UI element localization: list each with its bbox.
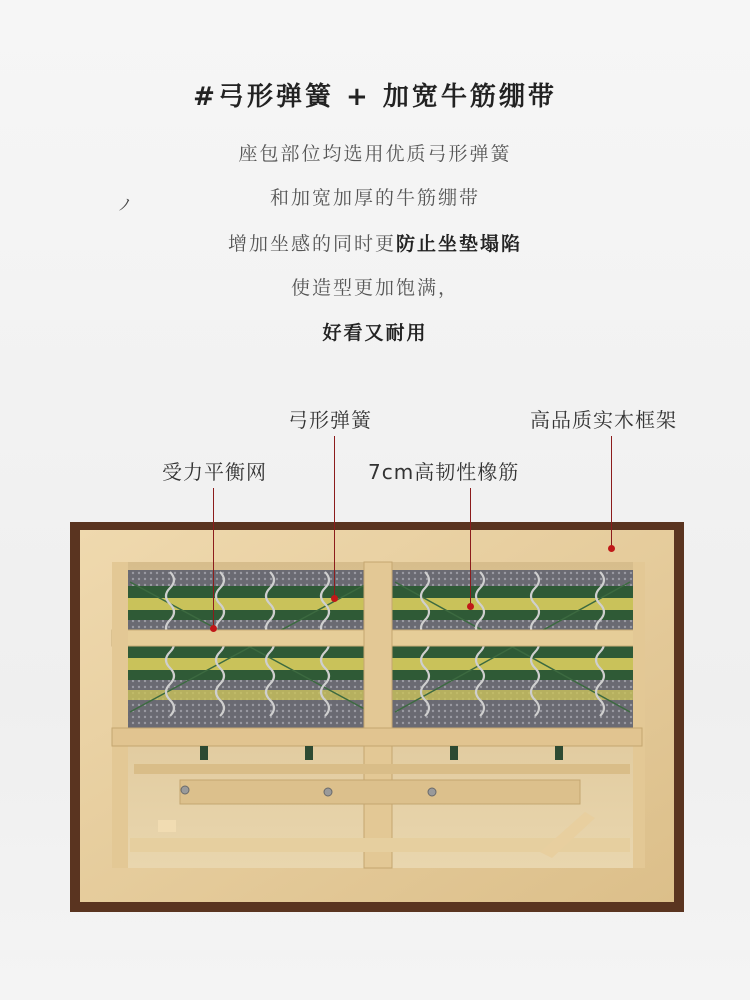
stray-mark: ノ xyxy=(117,195,134,214)
description-line-2: 和加宽加厚的牛筋绷带 xyxy=(269,187,480,209)
right-post xyxy=(633,562,645,868)
callout-rubber-band: 7cm高韧性橡筋 xyxy=(368,460,520,484)
leader-dot-spring xyxy=(331,595,338,602)
leader-frame xyxy=(611,436,612,548)
description-line-3-prefix: 增加坐感的同时更 xyxy=(227,233,396,255)
sofa-frame-illustration xyxy=(70,522,684,912)
lower-rail-2 xyxy=(134,764,630,774)
callout-spring: 弓形弹簧 xyxy=(288,408,372,432)
sofa-frame-svg xyxy=(70,522,684,912)
leader-balance-net xyxy=(213,488,214,628)
description-line-3-emphasis: 防止坐垫塌陷 xyxy=(396,233,523,255)
center-post xyxy=(364,562,392,868)
leader-spring xyxy=(334,436,335,598)
wood-block xyxy=(158,820,176,832)
callout-frame: 高品质实木框架 xyxy=(530,408,677,432)
lower-rail-1 xyxy=(112,728,642,746)
leader-rubber-band xyxy=(470,488,471,606)
leader-dot-rubber-band xyxy=(467,603,474,610)
leader-dot-frame xyxy=(608,545,615,552)
description-line-5: 好看又耐用 xyxy=(322,322,428,344)
left-post xyxy=(112,562,128,868)
lower-rail-3 xyxy=(180,780,580,804)
description-line-4: 使造型更加饱满， xyxy=(290,277,459,299)
description-line-1: 座包部位均选用优质弓形弹簧 xyxy=(238,143,512,165)
description-line-3 xyxy=(0,229,750,256)
leader-dot-balance-net xyxy=(210,625,217,632)
headline: #弓形弹簧 + 加宽牛筋绷带 xyxy=(193,82,557,112)
callout-balance-net: 受力平衡网 xyxy=(162,460,267,484)
